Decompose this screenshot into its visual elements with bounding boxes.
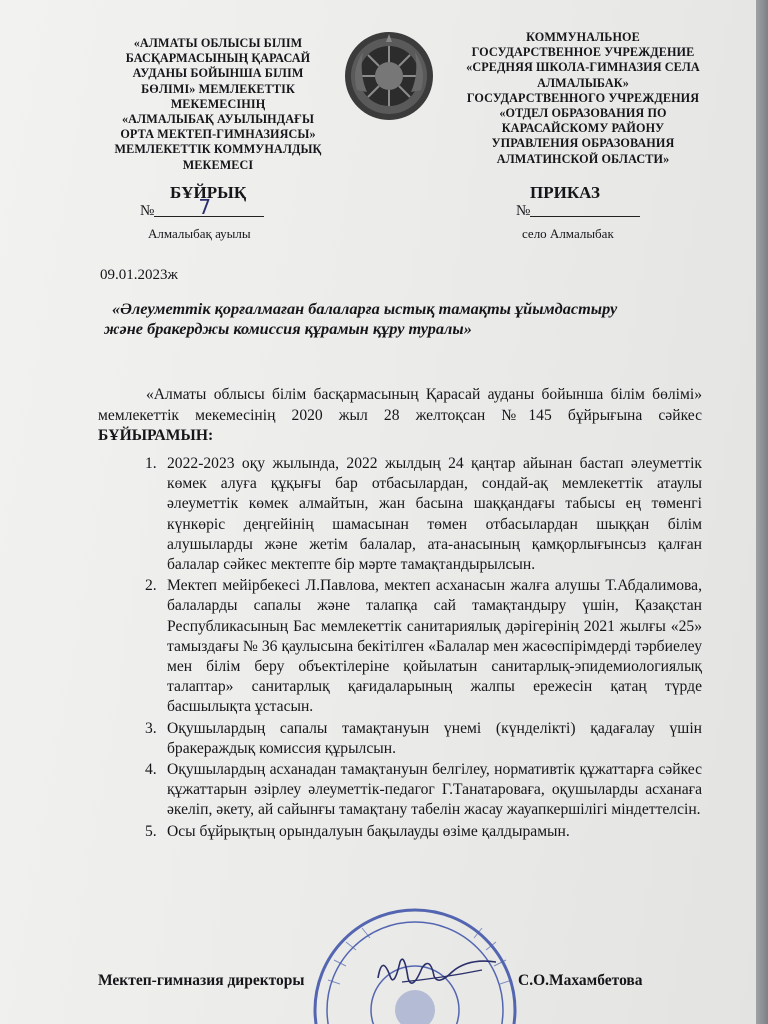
item-text: Осы бұйрықтың орындалуын бақылауды өзіме қалдырамын. <box>167 822 570 840</box>
place-russian: село Алмалыбак <box>522 226 614 241</box>
order-title-russian: ПРИКАЗ <box>530 183 600 202</box>
header-org-kazakh: «АЛМАТЫ ОБЛЫСЫ БІЛІМ БАСҚАРМАСЫНЫҢ ҚАРАСАЙ АУДАНЫ БОЙЫНША БІЛІМ БӨЛІМІ» МЕМЛЕКЕТТІК МЕКЕМЕСІНІҢ «АЛМАЛЫБАҚ АУЫЛЫНДАҒЫ ОРТА МЕКТЕП-ГИМНАЗИЯСЫ» МЕМЛЕКЕТТІК КОММУНАЛДЫҚ МЕКЕМЕСІ <box>114 36 322 172</box>
list-item <box>145 760 702 821</box>
list-item <box>145 719 702 759</box>
kazakhstan-state-emblem-icon <box>343 30 435 122</box>
order-number-kazakh <box>140 195 264 220</box>
command-word: БҰЙЫРАМЫН: <box>98 427 214 444</box>
intro-text: «Алматы облысы білім басқармасының Қарасай ауданы бойынша білім бөлімі» мемлекеттік мекемесінің 2020 жыл 28 желтоқсан №145 бұйрығына сәйкес <box>98 386 702 424</box>
item-number: 2. <box>145 577 157 595</box>
place-kazakh: Алмалыбақ ауылы <box>148 226 251 241</box>
item-number: 4. <box>145 761 157 779</box>
subject-line-2: және бракерджы комиссия құрамын құру туралы» <box>104 319 472 338</box>
list-item <box>145 454 702 575</box>
list-item <box>145 822 702 842</box>
item-number: 1. <box>145 455 157 472</box>
item-text: Оқушылардың сапалы тамақтануын үнемі (күнделікті) қадағалау үшін бракераждық комиссия құрылсын. <box>167 719 702 757</box>
item-text: Мектеп мейірбекесі Л.Павлова, мектеп асханасын жалға алушы Т.Абдалимова, балаларды сапалы және талапқа сай тамақтандыру үшін, Қазақстан Республикасының Бас мемлекеттік санитариялық дәрігерінің 2021 жылғы «25» тамыздағы № 36 қаулысына бекітілген «Балалар мен жасөспірімдерді тәрбиелеу мен білім беру объектілеріне қойылатын санитарлық-эпидемиологиялық талаптар» санитарлық қағидаларының жалпы ережесін қатаң түрде басшылықта ұстасын. <box>167 577 702 716</box>
number-sign: № <box>140 203 155 219</box>
item-number: 3. <box>145 719 157 737</box>
background-edge <box>756 0 768 1024</box>
handwritten-order-number: 7 <box>198 195 212 219</box>
handwritten-signature-icon <box>372 948 502 998</box>
order-number-line <box>154 195 264 219</box>
subject-line-1: «Әлеуметтік қорғалмаған балаларға ыстық тамақты ұйымдастыру <box>112 299 618 318</box>
intro-paragraph <box>98 385 702 447</box>
order-subject <box>104 299 704 339</box>
item-number: 5. <box>145 822 157 840</box>
item-text: 2022-2023 оқу жылында, 2022 жылдың 24 қаңтар айынан бастап әлеуметтік көмек алуға құқығы бар отбасылардан, сондай-ақ мемлекеттік атаулы әлеуметтік көмек алмайтын, жан басына шаққандағы табысы ең төменгі күнкөріс деңгейінің шамасынан төмен отбасылардан шыққан білім алушыларды және жетім балалар, ата-анасының қамқорлығынсыз қалған балалар сәйкес мектепте бір мәрте тамақтандырылсын. <box>167 455 702 574</box>
order-number-line <box>530 203 640 217</box>
order-number-russian <box>516 203 640 220</box>
order-date: 09.01.2023ж <box>100 267 178 283</box>
order-title-kazakh: БҰЙРЫҚ <box>170 183 247 202</box>
order-items-list <box>145 454 702 843</box>
signer-name: С.О.Махамбетова <box>518 972 643 989</box>
item-text: Оқушылардың асханадан тамақтануын белгілеу, нормативтік құжаттарға сәйкес құжаттарын әзірлеу әлеуметтік-педагог Г.Танатароваға, оқушыларды асханаға әкеліп, әкету, ай сайынғы тамақтану табелін жасау жауапкершілігі міндеттелсін. <box>167 761 702 819</box>
number-sign: № <box>516 203 531 219</box>
header-org-russian: КОММУНАЛЬНОЕ ГОСУДАРСТВЕННОЕ УЧРЕЖДЕНИЕ «СРЕДНЯЯ ШКОЛА-ГИМНАЗИЯ СЕЛА АЛМАЛЫБАК» ГОСУДАРСТВЕННОГО УЧРЕЖДЕНИЯ «ОТДЕЛ ОБРАЗОВАНИЯ ПО КАРАСАЙСКОМУ РАЙОНУ УПРАВЛЕНИЯ ОБРАЗОВАНИЯ АЛМАТИНСКОЙ ОБЛАСТИ» <box>466 30 700 166</box>
list-item <box>145 576 702 717</box>
signer-title: Мектеп-гимназия директоры <box>98 972 305 989</box>
